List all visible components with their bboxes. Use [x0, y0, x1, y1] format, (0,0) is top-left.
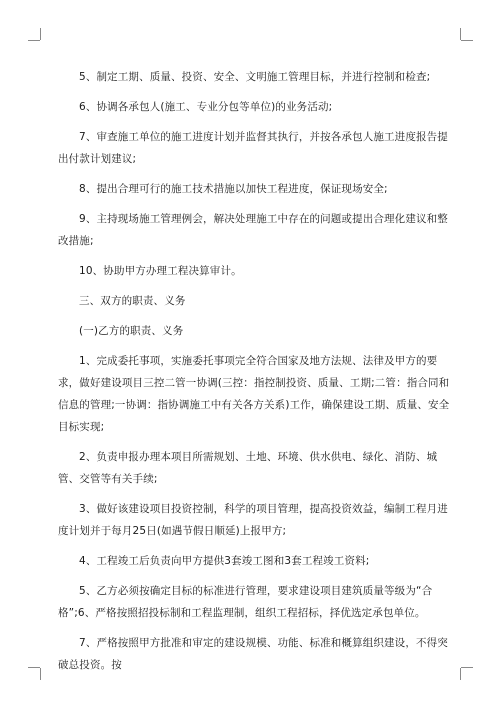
- document-body: [58, 66, 450, 684]
- duty-item-3: 3、做好该建设项目投资控制，科学的项目管理，提高投资效益，编制工程月进度计划并于每月25日(如遇节假日顺延)上报甲方;: [58, 503, 448, 537]
- duty-item-7: 7、严格按照甲方批准和审定的建设规模、功能、标准和概算组织建设，不得突破总投资。按: [58, 637, 448, 671]
- paragraph-item-9: 9、主持现场施工管理例会，解决处理施工中存在的问题或提出合理化建议和整改措施;: [58, 213, 448, 247]
- subsection-heading: (一)乙方的职责、义务: [79, 325, 184, 337]
- paragraph-item-8: 8、提出合理可行的施工技术措施以加快工程进度，保证现场安全;: [79, 183, 388, 195]
- paragraph-item-7: 7、审查施工单位的施工进度计划并监督其执行，并按各承包人施工进度报告提出付款计划建议;: [58, 131, 448, 165]
- section-heading: 三、双方的职责、义务: [79, 295, 186, 307]
- duty-item-2: 2、负责申报办理本项目所需规划、土地、环境、供水供电、绿化、消防、城管、交管等有关手续;: [58, 451, 438, 485]
- paragraph-item-6: 6、协调各承包人(施工、专业分包等单位)的业务活动;: [79, 101, 333, 113]
- duty-item-5-6: 5、乙方必须按确定目标的标准进行管理，要求建设项目建筑质量等级为“合格”;6、严格按照招投标制和工程监理制，组织工程招标，择优选定承包单位。: [58, 585, 433, 619]
- duty-item-1: 1、完成委托事项，实施委托事项完全符合国家及地方法规、法律及甲方的要求，做好建设项目三控二管一协调(三控：指控制投资、质量、工期;二管：指合同和信息的管理;一协调：指协调施工中有关各方关系)工作，确保建设工期、质量、安全目标实现;: [58, 355, 450, 433]
- paragraph-item-5: 5、制定工期、质量、投资、安全、文明施工管理目标，并进行控制和检查;: [79, 71, 431, 83]
- paragraph-item-10: 10、协助甲方办理工程决算审计。: [79, 265, 242, 277]
- duty-item-4: 4、工程竣工后负责向甲方提供3套竣工图和3套工程竣工资料;: [79, 555, 370, 567]
